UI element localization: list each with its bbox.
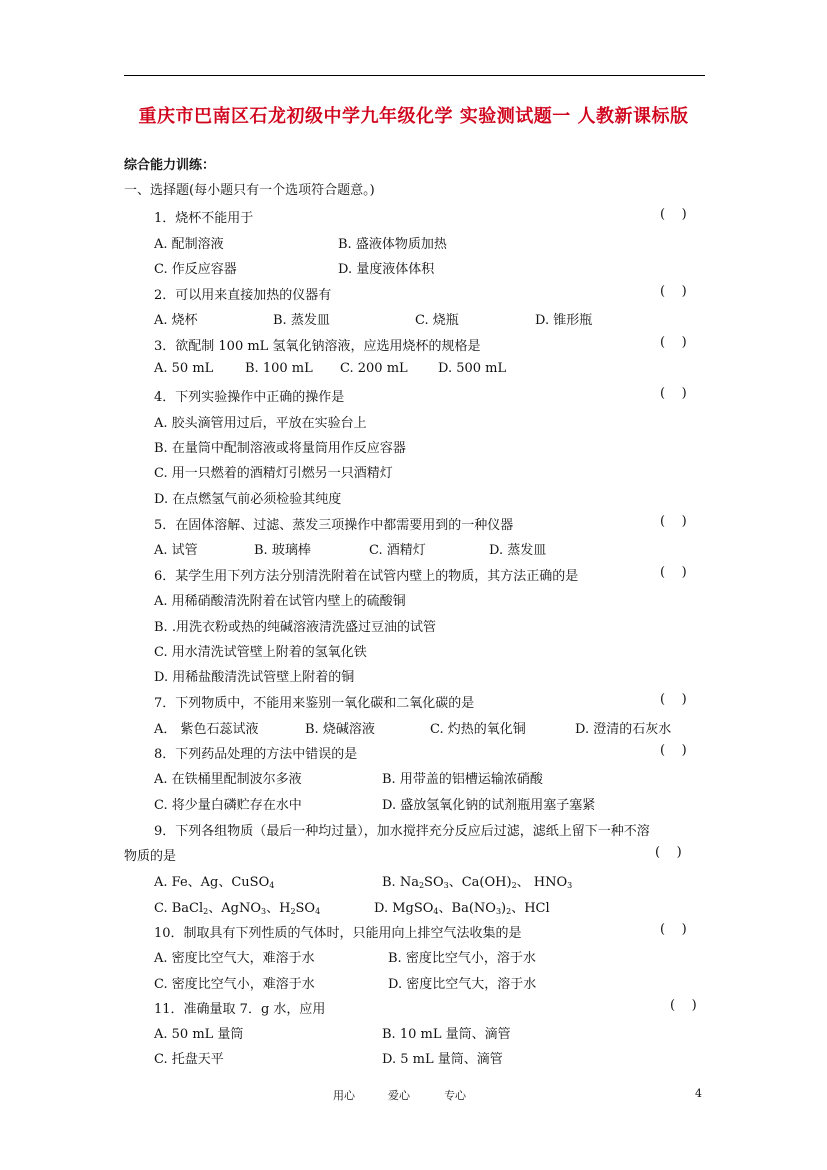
q9-option-c: C. BaCl$_2$、AgNO$_3$、$H_2SO_4$ xyxy=(154,901,321,916)
answer-blank-10: ( ) xyxy=(660,922,687,937)
section-intro: 一、选择题(每小题只有一个选项符合题意。) xyxy=(124,183,375,198)
q10-option-d: D. 密度比空气大，溶于水 xyxy=(388,977,537,992)
q11-option-d: D. 5 mL 量筒、滴管 xyxy=(382,1052,503,1067)
q11-option-c: C. 托盘天平 xyxy=(154,1052,224,1067)
question-5-stem: 5．在固体溶解、过滤、蒸发三项操作中都需要用到的一种仪器 xyxy=(154,518,514,533)
q9-option-b: B. $Na_2SO_3$、$Ca(OH)_2$、 $HNO_3$ xyxy=(382,875,573,890)
q6-option-b: B. .用洗衣粉或热的纯碱溶液清洗盛过豆油的试管 xyxy=(154,620,436,635)
answer-blank-2: ( ) xyxy=(660,284,687,299)
footer-text-1: 用心 xyxy=(333,1089,355,1102)
answer-blank-3: ( ) xyxy=(660,335,687,350)
q2-option-c: C. 烧瓶 xyxy=(415,313,459,328)
page-number: 4 xyxy=(695,1087,702,1100)
question-2-stem: 2．可以用来直接加热的仪器有 xyxy=(154,288,332,303)
question-9-stem-continued: 物质的是 xyxy=(124,849,177,864)
q6-option-c: C. 用水清洗试管壁上附着的氢氧化铁 xyxy=(154,645,367,660)
q7-option-d: D. 澄清的石灰水 xyxy=(575,722,672,737)
section-heading: 综合能力训练： xyxy=(124,158,216,173)
question-4-stem: 4．下列实验操作中正确的操作是 xyxy=(154,390,345,405)
answer-blank-8: ( ) xyxy=(660,743,687,758)
q8-option-d: D. 盛放氢氧化钠的试剂瓶用塞子塞紧 xyxy=(382,798,596,813)
q9-option-d: D. MgSO$_4$、$Ba(NO_3)_2$、HCl xyxy=(374,901,550,916)
answer-blank-1: ( ) xyxy=(660,207,687,222)
q5-option-c: C. 酒精灯 xyxy=(369,543,426,558)
q3-option-b: B. 100 mL xyxy=(245,361,313,376)
q8-option-b: B. 用带盖的铝槽运输浓硝酸 xyxy=(382,772,543,787)
q3-option-c: C. 200 mL xyxy=(340,361,408,376)
footer-text-2: 爱心 xyxy=(388,1089,410,1102)
q8-option-a: A. 在铁桶里配制波尔多液 xyxy=(154,772,302,787)
q11-option-a: A. 50 mL 量筒 xyxy=(154,1027,244,1042)
q6-option-a: A. 用稀硝酸清洗附着在试管内壁上的硫酸铜 xyxy=(154,594,406,609)
q1-option-c: C. 作反应容器 xyxy=(154,262,237,277)
q5-option-b: B. 玻璃棒 xyxy=(254,543,311,558)
q5-option-a: A. 试管 xyxy=(154,543,198,558)
q4-option-d: D. 在点燃氢气前必须检验其纯度 xyxy=(154,492,342,507)
question-10-stem: 10．制取具有下列性质的气体时，只能用向上排空气法收集的是 xyxy=(154,926,522,941)
page-title: 重庆市巴南区石龙初级中学九年级化学 实验测试题一 人教新课标版 xyxy=(138,106,689,127)
q7-option-b: B. 烧碱溶液 xyxy=(305,722,375,737)
q2-option-a: A. 烧杯 xyxy=(154,313,198,328)
question-6-stem: 6．某学生用下列方法分别清洗附着在试管内壁上的物质，其方法正确的是 xyxy=(154,569,579,584)
q10-option-a: A. 密度比空气大，难溶于水 xyxy=(154,951,315,966)
question-3-stem: 3．欲配制 100 mL 氢氧化钠溶液，应选用烧杯的规格是 xyxy=(154,339,481,354)
q1-option-b: B. 盛液体物质加热 xyxy=(338,237,447,252)
q2-option-d: D. 锥形瓶 xyxy=(535,313,593,328)
header-rule xyxy=(124,75,705,76)
question-1-stem: 1．烧杯不能用于 xyxy=(154,211,254,226)
q2-option-b: B. 蒸发皿 xyxy=(273,313,330,328)
footer-text-3: 专心 xyxy=(444,1089,466,1102)
q7-option-a: A． 紫色石蕊试液 xyxy=(154,722,259,737)
q10-option-c: C. 密度比空气小，难溶于水 xyxy=(154,977,315,992)
q10-option-b: B. 密度比空气小，溶于水 xyxy=(388,951,536,966)
q4-option-a: A. 胶头滴管用过后，平放在实验台上 xyxy=(154,416,367,431)
q8-option-c: C. 将少量白磷贮存在水中 xyxy=(154,798,302,813)
q5-option-d: D. 蒸发皿 xyxy=(489,543,547,558)
q1-option-a: A. 配制溶液 xyxy=(154,237,224,252)
q6-option-d: D. 用稀盐酸清洗试管壁上附着的铜 xyxy=(154,670,355,685)
q1-option-d: D. 量度液体体积 xyxy=(338,262,435,277)
question-7-stem: 7．下列物质中，不能用来鉴别一氧化碳和二氧化碳的是 xyxy=(154,696,475,711)
q9-option-a: A. Fe、Ag、CuSO$_4$ xyxy=(154,875,275,890)
answer-blank-5: ( ) xyxy=(660,514,687,529)
q11-option-b: B. 10 mL 量筒、滴管 xyxy=(382,1027,511,1042)
q3-option-d: D. 500 mL xyxy=(438,361,507,376)
answer-blank-6: ( ) xyxy=(660,565,687,580)
q7-option-c: C. 灼热的氧化铜 xyxy=(430,722,526,737)
answer-blank-7: ( ) xyxy=(660,692,687,707)
question-11-stem: 11．准确量取 7．g 水，应用 xyxy=(154,1002,326,1017)
answer-blank-11: ( ) xyxy=(670,998,697,1013)
q4-option-b: B. 在量筒中配制溶液或将量筒用作反应容器 xyxy=(154,441,406,456)
question-9-stem: 9．下列各组物质（最后一种均过量），加水搅拌充分反应后过滤，滤纸上留下一种不溶 xyxy=(154,824,650,839)
answer-blank-4: ( ) xyxy=(660,386,687,401)
q3-option-a: A. 50 mL xyxy=(154,361,214,376)
q4-option-c: C. 用一只燃着的酒精灯引燃另一只酒精灯 xyxy=(154,466,393,481)
question-8-stem: 8．下列药品处理的方法中错误的是 xyxy=(154,747,358,762)
answer-blank-9: ( ) xyxy=(655,845,682,860)
